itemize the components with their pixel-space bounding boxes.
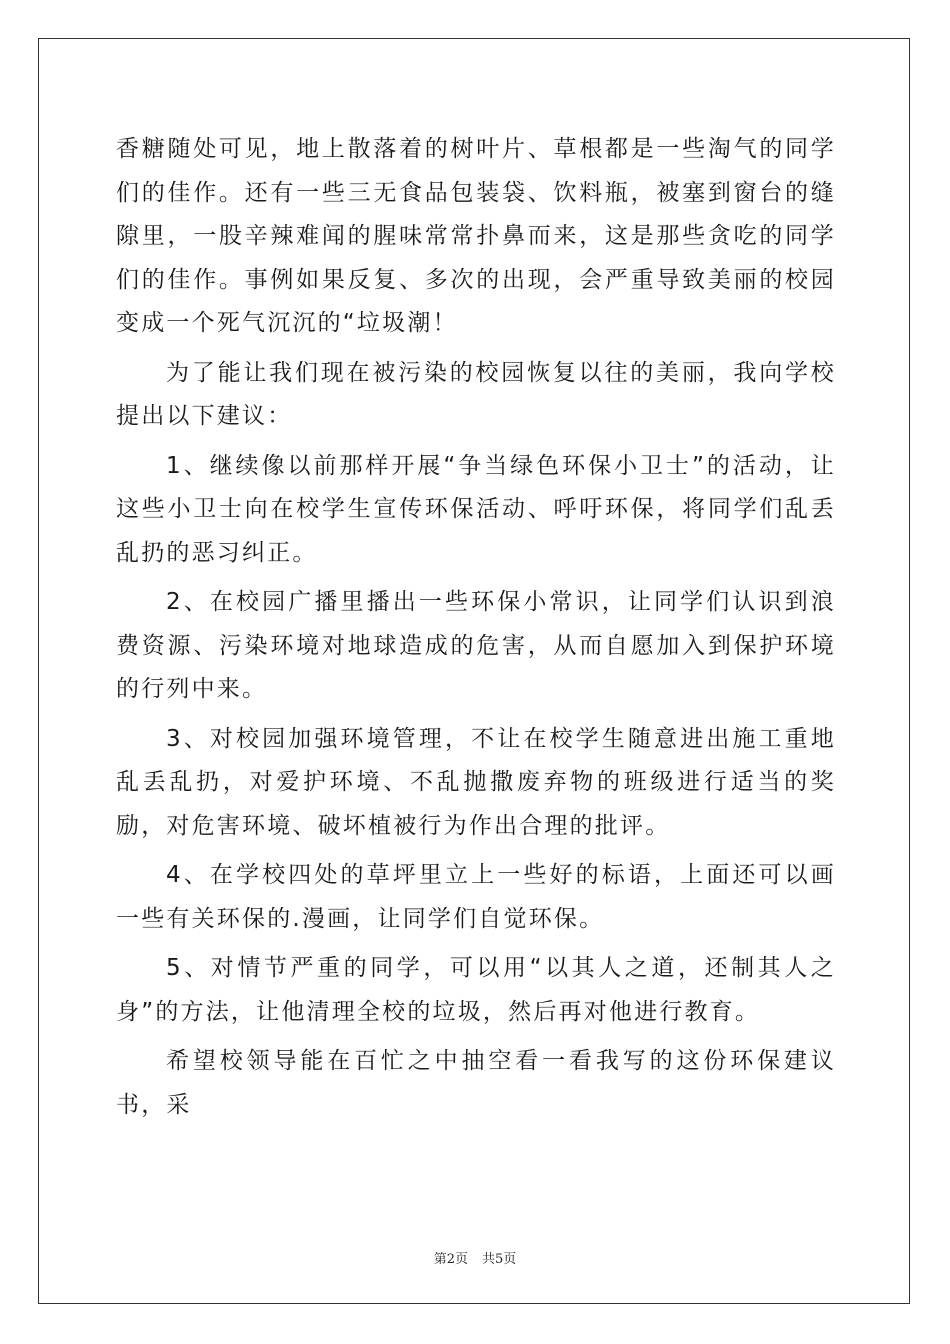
paragraph-continuation: 香糖随处可见，地上散落着的树叶片、草根都是一些淘气的同学们的佳作。还有一些三无食品包装袋、饮料瓶，被塞到窗台的缝隙里，一股辛辣难闻的腥味常常扑鼻而来，这是那些贪吃的同学们的佳作。事例如果反复、多次的出现，会严重导致美丽的校园变成一个死气沉沉的“垃圾潮！ (116, 136, 836, 336)
paragraph-closing: 希望校领导能在百忙之中抽空看一看我写的这份环保建议书，采 (116, 1048, 836, 1118)
paragraph-suggestion-1: 1、继续像以前那样开展“争当绿色环保小卫士”的活动，让这些小卫士向在校学生宣传环保活动、呼吁环保，将同学们乱丢乱扔的恶习纠正。 (116, 452, 836, 566)
page-number-current: 第2页 (433, 1252, 468, 1267)
paragraph-suggestion-3: 3、对校园加强环境管理，不让在校学生随意进出施工重地乱丢乱扔，对爱护环境、不乱抛撒废弃物的班级进行适当的奖励，对危害环境、破坏植被行为作出合理的批评。 (116, 725, 836, 839)
paragraph-intro-suggestions: 为了能让我们现在被污染的校园恢复以往的美丽，我向学校提出以下建议： (116, 359, 836, 429)
page-footer (0, 1248, 950, 1267)
paragraph-suggestion-5: 5、对情节严重的同学，可以用“以其人之道，还制其人之身”的方法，让他清理全校的垃圾，然后再对他进行教育。 (116, 955, 836, 1025)
paragraph-suggestion-2: 2、在校园广播里播出一些环保小常识，让同学们认识到浪费资源、污染环境对地球造成的危害，从而自愿加入到保护环境的行列中来。 (116, 589, 836, 702)
document-body (116, 128, 836, 1133)
page-number-total: 共5页 (482, 1252, 517, 1267)
paragraph-suggestion-4: 4、在学校四处的草坪里立上一些好的标语，上面还可以画一些有关环保的.漫画，让同学们自觉环保。 (116, 862, 836, 932)
